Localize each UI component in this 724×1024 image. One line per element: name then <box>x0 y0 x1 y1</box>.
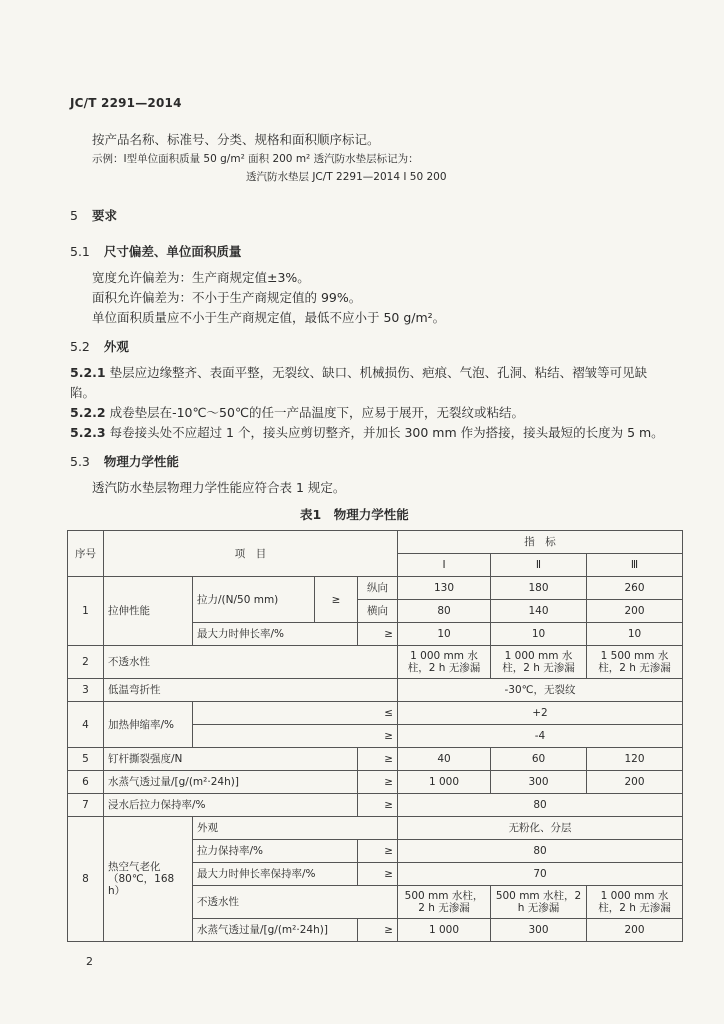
value-cell: 500 mm 水柱，2 h 无渗漏 <box>398 886 491 919</box>
value-cell: -30℃，无裂纹 <box>398 679 683 702</box>
comparison-symbol: ≥ <box>358 840 398 863</box>
example-label: 示例：Ⅰ型单位面积质量 50 g/m² 面积 200 m² 透汽防水垫层标记为： <box>92 153 419 165</box>
value-cell: 10 <box>398 623 491 646</box>
value-cell: 70 <box>398 863 683 886</box>
table-row <box>68 646 683 679</box>
sub-item: 水蒸气透过量/[g/(m²·24h)] <box>193 919 358 942</box>
value-cell: 10 <box>491 623 587 646</box>
section-5-3-heading <box>70 452 179 470</box>
row-item: 钉杆撕裂强度/N <box>104 748 358 771</box>
clause-text: 垫层应边缘整齐、表面平整，无裂纹、缺口、机械损伤、疤痕、气泡、孔洞、粘结、褶皱等可见缺陷。 <box>70 365 648 400</box>
table-row <box>68 702 683 725</box>
value-cell: 200 <box>587 600 683 623</box>
table-row <box>68 771 683 794</box>
comparison-symbol: ≤ <box>193 702 398 725</box>
comparison-symbol: ≥ <box>358 919 398 942</box>
value-cell: -4 <box>398 725 683 748</box>
section-title: 物理力学性能 <box>103 454 179 469</box>
section-number: 5.3 <box>70 454 90 469</box>
row-item: 热空气老化（80℃，168 h） <box>104 817 193 942</box>
table-header-row <box>68 531 683 554</box>
value-cell: 1 000 mm 水柱，2 h 无渗漏 <box>587 886 683 919</box>
comparison-symbol: ≥ <box>193 725 398 748</box>
clause-text: 成卷垫层在-10℃～50℃的任一产品温度下，应易于展开，无裂纹或粘结。 <box>109 405 524 420</box>
clause-number: 5.2.1 <box>70 365 106 380</box>
header-index: 指 标 <box>398 531 683 554</box>
section-title: 要求 <box>91 208 117 223</box>
row-seq: 2 <box>68 646 104 679</box>
type-3-header: Ⅲ <box>587 554 683 577</box>
row-item: 水蒸气透过量/[g/(m²·24h)] <box>104 771 358 794</box>
value-cell: 300 <box>491 919 587 942</box>
value-cell: 80 <box>398 840 683 863</box>
row-seq: 3 <box>68 679 104 702</box>
value-cell: 1 000 <box>398 919 491 942</box>
page-number: 2 <box>86 955 93 968</box>
section-number: 5.1 <box>70 244 90 259</box>
type-1-header: Ⅰ <box>398 554 491 577</box>
sub-item: 外观 <box>193 817 398 840</box>
section-number: 5 <box>70 208 78 223</box>
value-cell: 10 <box>587 623 683 646</box>
sub-item: 拉力/(N/50 mm) <box>193 577 315 623</box>
sub-item: 最大力时伸长率保持率/% <box>193 863 358 886</box>
row-seq: 6 <box>68 771 104 794</box>
table-row <box>68 794 683 817</box>
section-title: 尺寸偏差、单位面积质量 <box>103 244 242 259</box>
value-cell: +2 <box>398 702 683 725</box>
direction-label: 纵向 <box>358 577 398 600</box>
table-caption: 表1 物理力学性能 <box>300 507 409 522</box>
row-seq: 7 <box>68 794 104 817</box>
section-title: 外观 <box>103 339 129 354</box>
value-cell: 80 <box>398 600 491 623</box>
row-seq: 4 <box>68 702 104 748</box>
value-cell: 180 <box>491 577 587 600</box>
header-item: 项 目 <box>104 531 398 577</box>
value-cell: 500 mm 水柱，2 h 无渗漏 <box>491 886 587 919</box>
example-marking: 透汽防水垫层 JC/T 2291—2014 Ⅰ 50 200 <box>246 171 447 183</box>
clause-5-2-1 <box>70 363 650 403</box>
section-5-1-heading <box>70 242 241 260</box>
sub-item: 最大力时伸长率/% <box>193 623 358 646</box>
comparison-symbol: ≥ <box>358 863 398 886</box>
value-cell: 130 <box>398 577 491 600</box>
table-row <box>68 748 683 771</box>
mass-per-area-text: 单位面积质量应不小于生产商规定值，最低不应小于 50 g/m²。 <box>92 310 446 325</box>
value-cell: 140 <box>491 600 587 623</box>
row-item: 拉伸性能 <box>104 577 193 646</box>
value-cell: 1 000 <box>398 771 491 794</box>
marking-rule-line: 按产品名称、标准号、分类、规格和面积顺序标记。 <box>92 132 380 147</box>
value-cell: 40 <box>398 748 491 771</box>
direction-label: 横向 <box>358 600 398 623</box>
sub-item: 不透水性 <box>193 886 398 919</box>
clause-5-2-2 <box>70 403 524 421</box>
value-cell: 200 <box>587 919 683 942</box>
value-cell: 80 <box>398 794 683 817</box>
table-row <box>68 577 683 600</box>
value-cell: 120 <box>587 748 683 771</box>
section-number: 5.2 <box>70 339 90 354</box>
comparison-symbol: ≥ <box>315 577 358 623</box>
row-item: 低温弯折性 <box>104 679 398 702</box>
row-seq: 5 <box>68 748 104 771</box>
clause-text: 每卷接头处不应超过 1 个，接头应剪切整齐，并加长 300 mm 作为搭接，接头最短的长度为 5 m。 <box>109 425 664 440</box>
row-item: 不透水性 <box>104 646 398 679</box>
clause-number: 5.2.3 <box>70 425 106 440</box>
value-cell: 1 000 mm 水柱，2 h 无渗漏 <box>491 646 587 679</box>
row-item: 浸水后拉力保持率/% <box>104 794 358 817</box>
table-row <box>68 817 683 840</box>
row-item: 加热伸缩率/% <box>104 702 193 748</box>
comparison-symbol: ≥ <box>358 748 398 771</box>
value-cell: 200 <box>587 771 683 794</box>
value-cell: 1 500 mm 水柱，2 h 无渗漏 <box>587 646 683 679</box>
section-5-heading <box>70 206 117 224</box>
value-cell: 1 000 mm 水柱，2 h 无渗漏 <box>398 646 491 679</box>
value-cell: 300 <box>491 771 587 794</box>
clause-5-2-3 <box>70 423 664 441</box>
header-seq: 序号 <box>68 531 104 577</box>
comparison-symbol: ≥ <box>358 771 398 794</box>
value-cell: 60 <box>491 748 587 771</box>
value-cell: 无粉化、分层 <box>398 817 683 840</box>
value-cell: 260 <box>587 577 683 600</box>
row-seq: 8 <box>68 817 104 942</box>
properties-table <box>67 530 683 942</box>
row-seq: 1 <box>68 577 104 646</box>
sub-item: 拉力保持率/% <box>193 840 358 863</box>
area-tolerance-text: 面积允许偏差为：不小于生产商规定值的 99%。 <box>92 290 362 305</box>
type-2-header: Ⅱ <box>491 554 587 577</box>
clause-number: 5.2.2 <box>70 405 106 420</box>
table-reference-text: 透汽防水垫层物理力学性能应符合表 1 规定。 <box>92 480 346 495</box>
standard-code: JC/T 2291—2014 <box>70 96 182 110</box>
comparison-symbol: ≥ <box>358 623 398 646</box>
section-5-2-heading <box>70 337 129 355</box>
width-tolerance-text: 宽度允许偏差为：生产商规定值±3%。 <box>92 270 310 285</box>
comparison-symbol: ≥ <box>358 794 398 817</box>
table-row <box>68 679 683 702</box>
